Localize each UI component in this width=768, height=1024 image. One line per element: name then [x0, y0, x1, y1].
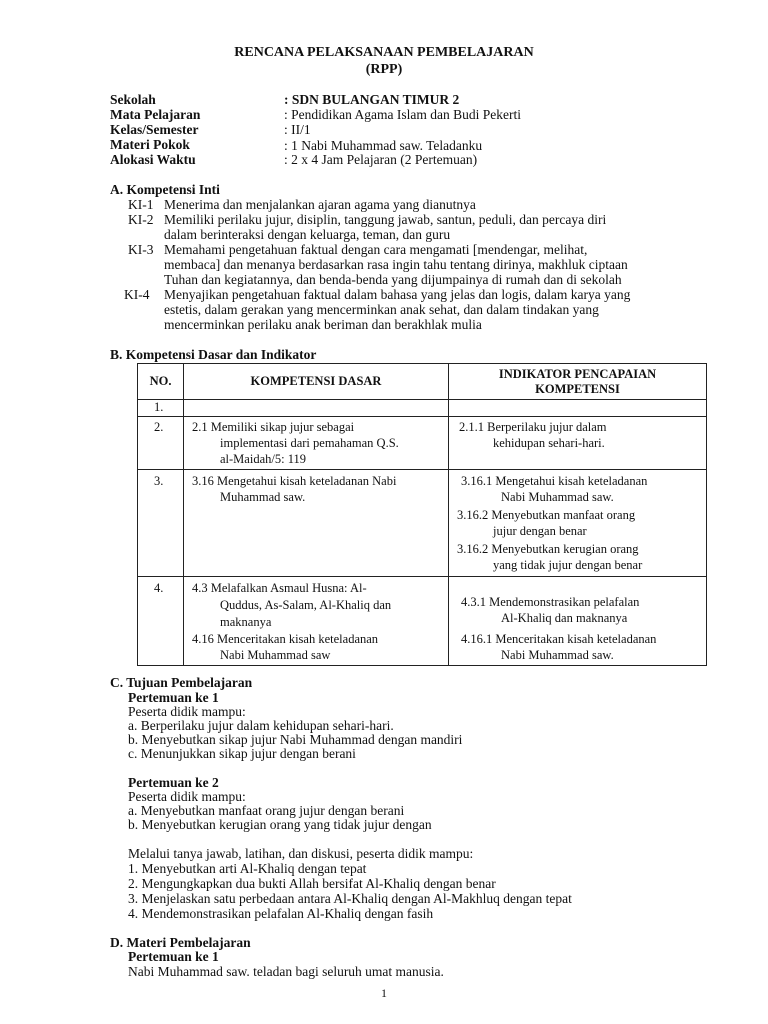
indicator-text: 2.1.1 Berperilaku jujur dalam [459, 420, 607, 434]
identity-value-subject: : Pendidikan Agama Islam dan Budi Pekerti [284, 107, 521, 122]
list-item: 2. Mengungkapkan dua bukti Allah bersifat Al-Khaliq dengan benar [128, 876, 496, 891]
header-no: NO. [138, 364, 184, 400]
indicator-text: yang tidak jujur dengan benar [493, 558, 643, 572]
kd-text: maknanya [220, 615, 272, 629]
ki-4-text: Menyajikan pengetahuan faktual dalam bahasa yang jelas dan logis, dalam karya yang [164, 287, 631, 302]
indicator-text: jujur dengan benar [493, 524, 587, 538]
row-no: 3. [154, 474, 164, 488]
table-header-row [138, 364, 707, 400]
table-row [138, 577, 707, 666]
section-d-meeting-1-text: Nabi Muhammad saw. teladan bagi seluruh umat manusia. [128, 964, 444, 979]
document-subtitle: (RPP) [365, 62, 403, 77]
ki-3-code: KI-3 [128, 242, 154, 257]
indicator-text: Nabi Muhammad saw. [501, 648, 614, 662]
header-indicator-line2: KOMPETENSI [535, 381, 620, 396]
section-b-heading: B. Kompetensi Dasar dan Indikator [110, 347, 317, 362]
list-item: b. Menyebutkan kerugian orang yang tidak jujur dengan [128, 817, 432, 832]
indicator-text: 3.16.2 Menyebutkan kerugian orang [457, 542, 639, 556]
list-item: b. Menyebutkan sikap jujur Nabi Muhammad dengan mandiri [128, 732, 463, 747]
ki-3-text: Tuhan dan kegiatannya, dan benda-benda yang dijumpainya di rumah dan di sekolah [164, 272, 622, 287]
kd-text: Quddus, As-Salam, Al-Khaliq dan [220, 598, 392, 612]
list-item: 3. Menjelaskan satu perbedaan antara Al-Khaliq dengan Al-Makhluq dengan tepat [128, 891, 572, 906]
table-row [138, 470, 707, 577]
competency-table [137, 363, 707, 666]
meeting-2-intro: Peserta didik mampu: [128, 789, 246, 804]
section-d-heading: D. Materi Pembelajaran [110, 935, 251, 950]
meeting-1-title: Pertemuan ke 1 [128, 690, 219, 705]
list-item: a. Berperilaku jujur dalam kehidupan sehari-hari. [128, 718, 394, 733]
kd-text: al-Maidah/5: 119 [220, 452, 306, 466]
ki-4-text: mencerminkan perilaku anak beriman dan berakhlak mulia [164, 317, 482, 332]
extra-intro: Melalui tanya jawab, latihan, dan diskusi, peserta didik mampu: [128, 846, 474, 861]
ki-2-text: dalam berinteraksi dengan keluarga, teman, dan guru [164, 227, 451, 242]
ki-3-text: Memahami pengetahuan faktual dengan cara mengamati [mendengar, melihat, [164, 242, 588, 257]
indicator-text: 3.16.2 Menyebutkan manfaat orang [457, 508, 636, 522]
ki-1-code: KI-1 [128, 197, 154, 212]
ki-3-text: membaca] dan menanya berdasarkan rasa ingin tahu tentang dirinya, makhluk ciptaan [164, 257, 628, 272]
identity-value-topic: : 1 Nabi Muhammad saw. Teladanku [284, 138, 483, 153]
kd-text: 4.3 Melafalkan Asmaul Husna: Al- [192, 581, 367, 595]
indicator-text: kehidupan sehari-hari. [493, 436, 605, 450]
table-row [138, 400, 707, 417]
kd-text: Nabi Muhammad saw [220, 648, 331, 662]
list-item: a. Menyebutkan manfaat orang jujur dengan berani [128, 803, 405, 818]
identity-value-school: : SDN BULANGAN TIMUR 2 [284, 92, 460, 107]
identity-value-class: : II/1 [284, 122, 311, 137]
identity-value-time: : 2 x 4 Jam Pelajaran (2 Pertemuan) [284, 152, 478, 167]
kd-text: Muhammad saw. [220, 490, 306, 504]
list-item: 1. Menyebutkan arti Al-Khaliq dengan tepat [128, 861, 367, 876]
indicator-text: 4.3.1 Mendemonstrasikan pelafalan [461, 595, 640, 609]
section-a-heading: A. Kompetensi Inti [110, 182, 220, 197]
list-item: c. Menunjukkan sikap jujur dengan berani [128, 746, 356, 761]
kd-text: 2.1 Memiliki sikap jujur sebagai [192, 420, 355, 434]
ki-2-code: KI-2 [128, 212, 154, 227]
section-c-heading: C. Tujuan Pembelajaran [110, 675, 253, 690]
row-no: 4. [154, 581, 164, 595]
header-indicator-line1: INDIKATOR PENCAPAIAN [498, 366, 657, 381]
indicator-text: Nabi Muhammad saw. [501, 490, 614, 504]
section-d-meeting-1-title: Pertemuan ke 1 [128, 949, 219, 964]
list-item: 4. Mendemonstrasikan pelafalan Al-Khaliq dengan fasih [128, 906, 434, 921]
kd-text: 3.16 Mengetahui kisah keteladanan Nabi [192, 474, 397, 488]
indicator-text: Al-Khaliq dan maknanya [501, 611, 628, 625]
kd-text: implementasi dari pemahaman Q.S. [220, 436, 399, 450]
ki-1-text: Menerima dan menjalankan ajaran agama yang dianutnya [164, 197, 476, 212]
ki-4-text: estetis, dalam gerakan yang mencerminkan anak sehat, dan dalam tindakan yang [164, 302, 599, 317]
identity-label-time: Alokasi Waktu [110, 152, 196, 167]
ki-2-text: Memiliki perilaku jujur, disiplin, tanggung jawab, santun, peduli, dan percaya diri [164, 212, 607, 227]
indicator-text: 4.16.1 Menceritakan kisah keteladanan [461, 632, 657, 646]
identity-label-school: Sekolah [110, 92, 156, 107]
meeting-2-title: Pertemuan ke 2 [128, 775, 219, 790]
page-number: 1 [381, 986, 387, 1000]
row-no: 2. [154, 420, 164, 434]
identity-label-class: Kelas/Semester [110, 122, 199, 137]
document-title: RENCANA PELAKSANAAN PEMBELAJARAN [234, 45, 534, 60]
row-no: 1. [154, 400, 164, 414]
header-indicator [449, 364, 707, 400]
identity-label-topic: Materi Pokok [110, 137, 190, 152]
indicator-text: 3.16.1 Mengetahui kisah keteladanan [461, 474, 648, 488]
ki-4-code: KI-4 [124, 287, 150, 302]
table-row [138, 417, 707, 470]
kd-text: 4.16 Menceritakan kisah keteladanan [192, 632, 379, 646]
header-kd: KOMPETENSI DASAR [184, 364, 449, 400]
identity-label-subject: Mata Pelajaran [110, 107, 201, 122]
meeting-1-intro: Peserta didik mampu: [128, 704, 246, 719]
